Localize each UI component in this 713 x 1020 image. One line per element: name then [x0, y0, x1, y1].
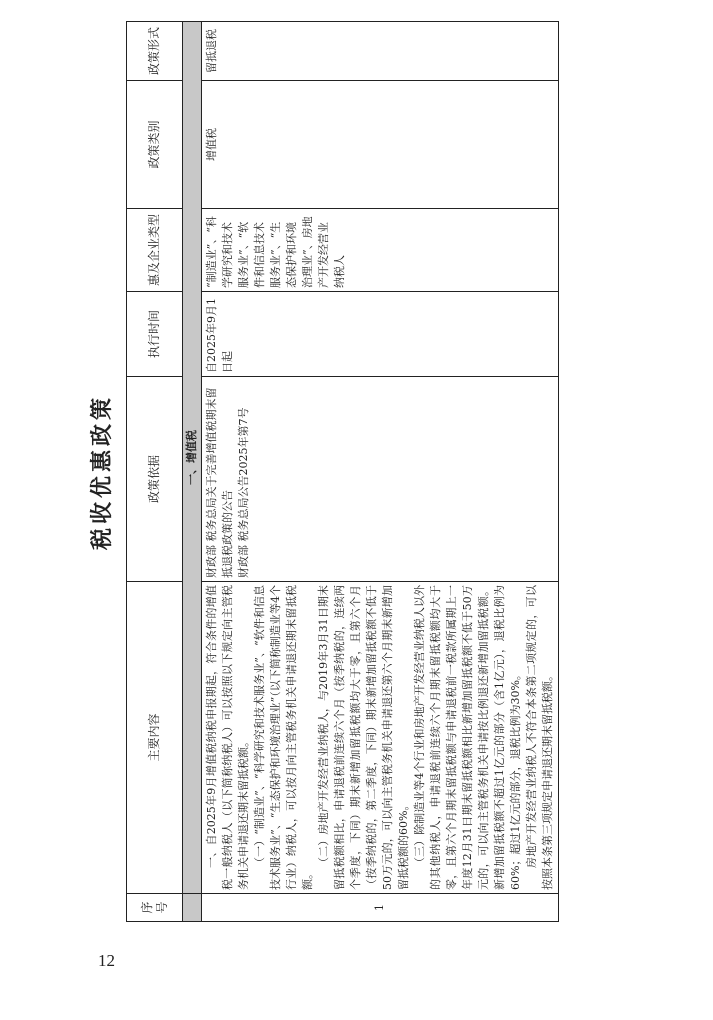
header-seq: 序号 — [127, 894, 183, 922]
row-category: “制造业”、“科学研究和技术服务业”、“软件和信息技术服务业”、“生态保护和环境治理业”、房地产开发经营业纳税人 — [202, 209, 559, 292]
content-paragraph: （一）“制造业”、“科学研究和技术服务业”、“软件和信息技术服务业”、“生态保护和环境治理业”（以下简称制造业等4个行业）纳税人，可以按月向主管税务机关申请退还期末留抵税额。 — [253, 585, 314, 890]
row-policy-type: 增值税 — [202, 81, 559, 209]
header-time: 执行时间 — [127, 292, 183, 377]
header-row — [127, 22, 183, 922]
header-content: 主要内容 — [127, 582, 183, 894]
policy-table — [126, 21, 559, 922]
content-paragraph: 房地产开发经营业纳税人不符合本条第二项规定的，可以按照本条第三项规定申请退还期末留抵税额。 — [525, 585, 554, 890]
table-row — [202, 22, 559, 922]
content-paragraph: （二）房地产开发经营业纳税人，与2019年3月31日期末留抵税额相比，申请退税前连续六个月（按季纳税的，连续两个季度，下同）期末新增加留抵税额均大于零，且第六个月（按季纳税的，第二季度，下同）期末新增加留抵税额不低于50万元的，可以向主管税务机关申请退还第六个月期末新增加留抵税额的60%。 — [317, 585, 410, 890]
document-title: 税收优惠政策 — [89, 394, 115, 551]
section-row — [183, 22, 202, 922]
header-basis: 政策依据 — [127, 377, 183, 582]
section-cell — [183, 22, 202, 894]
section-label: 一、增值税 — [185, 430, 198, 485]
row-form: 留抵退税 — [202, 22, 559, 81]
row-time: 自2025年9月1日起 — [202, 292, 559, 377]
header-form: 政策形式 — [127, 22, 183, 81]
content-paragraph: （三）除制造业等4个行业和房地产开发经营业纳税人以外的其他纳税人，申请退税前连续六个月期末留抵税额均大于零，且第六个月期末留抵税额与申请退税前一税款所属期上一年度12月31日期末留抵税额相比新增加留抵税额不低于50万元的，可以向主管税务机关申请按比例退还新增加留抵税额。新增加留抵税额不超过1亿元的部分（含1亿元），退税比例为60%；超过1亿元的部分，退税比例为30%。 — [413, 585, 522, 890]
header-category: 惠及企业类型 — [127, 209, 183, 292]
row-seq: 1 — [202, 894, 559, 922]
rotated-page-content — [88, 22, 648, 922]
header-policy-type: 政策类别 — [127, 81, 183, 209]
row-content — [202, 582, 559, 894]
row-basis — [202, 377, 559, 582]
content-paragraph: 一、自2025年9月增值税纳税申报期起，符合条件的增值税一般纳税人（以下简称纳税人）可以按照以下规定向主管税务机关申请退还期末留抵税额。 — [205, 585, 250, 890]
basis-text: 财政部 税务总局关于完善增值税期末留抵退税政策的公告 财政部 税务总局公告2025年第7号 — [205, 387, 250, 578]
page-number: 12 — [98, 951, 115, 970]
section-spacer — [183, 894, 202, 922]
